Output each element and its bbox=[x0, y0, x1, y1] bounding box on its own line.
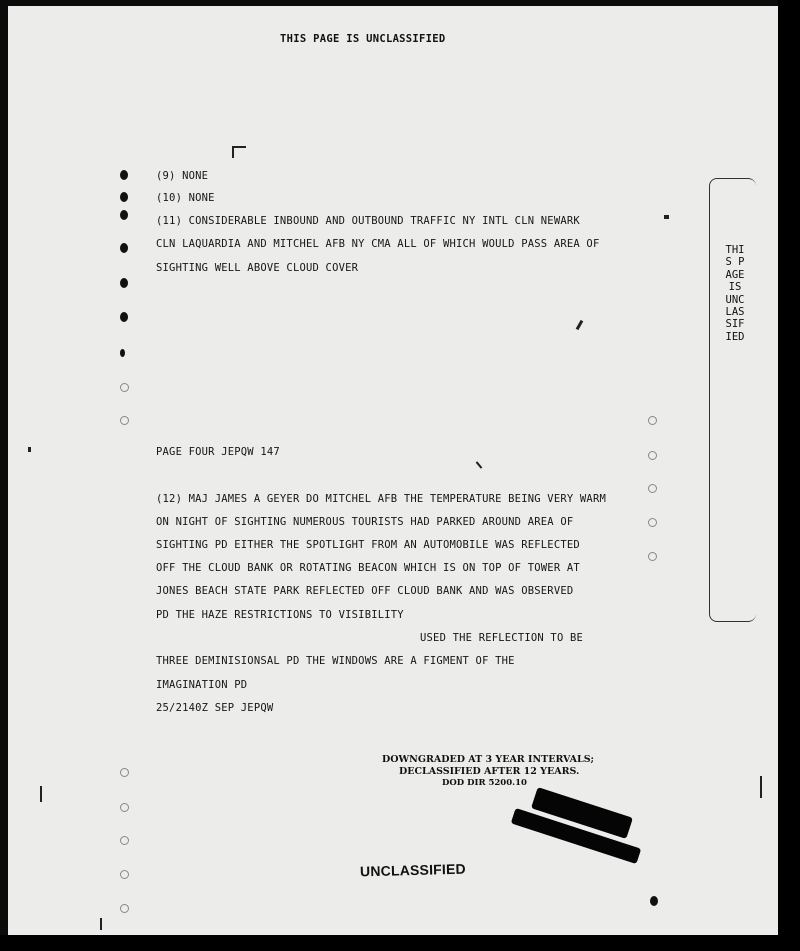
body-line-11a: (11) CONSIDERABLE INBOUND AND OUTBOUND TRAFFIC NY INTL CLN NEWARK bbox=[156, 215, 580, 227]
body-line-12h: THREE DEMINISIONSAL PD THE WINDOWS ARE A FIGMENT OF THE bbox=[156, 655, 515, 667]
punch-hole-icon bbox=[120, 278, 128, 288]
body-line-12c: SIGHTING PD EITHER THE SPOTLIGHT FROM AN AUTOMOBILE WAS REFLECTED bbox=[156, 539, 580, 551]
punch-hole-icon bbox=[120, 312, 128, 322]
document-page bbox=[8, 6, 778, 936]
ring-mark-icon bbox=[120, 803, 129, 812]
body-line-9: (9) NONE bbox=[156, 170, 209, 182]
ring-mark-icon bbox=[120, 416, 129, 425]
downgrade-line-1: DOWNGRADED AT 3 YEAR INTERVALS; bbox=[382, 754, 595, 765]
body-line-11b: CLN LAQUARDIA AND MITCHEL AFB NY CMA ALL OF WHICH WOULD PASS AREA OF bbox=[156, 238, 600, 250]
body-line-12d: OFF THE CLOUD BANK OR ROTATING BEACON WHICH IS ON TOP OF TOWER AT bbox=[156, 562, 580, 574]
ring-mark-icon bbox=[648, 451, 657, 460]
date-time-group: 25/2140Z SEP JEPQW bbox=[156, 702, 274, 714]
body-line-12a: (12) MAJ JAMES A GEYER DO MITCHEL AFB THE TEMPERATURE BEING VERY WARM bbox=[156, 493, 606, 505]
ring-mark-icon bbox=[648, 518, 657, 527]
scan-speck bbox=[760, 776, 762, 798]
downgrade-line-2: DECLASSIFIED AFTER 12 YEARS. bbox=[399, 766, 580, 777]
scan-speck bbox=[232, 146, 234, 158]
side-classification-stamp: THIS PAGE IS UNCLASSIFIED bbox=[725, 244, 751, 343]
body-line-12f: PD THE HAZE RESTRICTIONS TO VISIBILITY bbox=[156, 609, 404, 621]
punch-hole-icon bbox=[120, 192, 128, 202]
body-line-12b: ON NIGHT OF SIGHTING NUMEROUS TOURISTS HAD PARKED AROUND AREA OF bbox=[156, 516, 574, 528]
punch-hole-icon bbox=[120, 243, 128, 253]
body-line-12i: IMAGINATION PD bbox=[156, 679, 248, 691]
top-classification-banner: THIS PAGE IS UNCLASSIFIED bbox=[280, 33, 446, 45]
body-line-10: (10) NONE bbox=[156, 192, 215, 204]
ring-mark-icon bbox=[648, 552, 657, 561]
punch-hole-icon bbox=[120, 349, 125, 357]
scan-speck bbox=[576, 320, 584, 330]
page-header-line: PAGE FOUR JEPQW 147 bbox=[156, 446, 280, 458]
punch-hole-icon bbox=[120, 170, 128, 180]
ring-mark-icon bbox=[120, 383, 129, 392]
scan-border-bottom bbox=[0, 935, 800, 951]
scan-speck bbox=[28, 447, 31, 452]
ring-mark-icon bbox=[648, 484, 657, 493]
ring-mark-icon bbox=[648, 416, 657, 425]
ring-mark-icon bbox=[120, 904, 129, 913]
body-line-12g: USED THE REFLECTION TO BE bbox=[420, 632, 584, 644]
scan-speck bbox=[40, 786, 42, 802]
ring-mark-icon bbox=[120, 836, 129, 845]
bottom-classification-stamp: UNCLASSIFIED bbox=[359, 860, 467, 880]
downgrade-line-3: DOD DIR 5200.10 bbox=[442, 778, 527, 788]
scan-speck bbox=[100, 918, 102, 930]
body-line-12e: JONES BEACH STATE PARK REFLECTED OFF CLOUD BANK AND WAS OBSERVED bbox=[156, 585, 574, 597]
punch-hole-icon bbox=[650, 896, 658, 906]
scan-speck bbox=[664, 215, 669, 219]
body-line-11c: SIGHTING WELL ABOVE CLOUD COVER bbox=[156, 262, 359, 274]
scan-border-right bbox=[778, 0, 800, 951]
scan-speck bbox=[232, 146, 246, 148]
ring-mark-icon bbox=[120, 870, 129, 879]
ring-mark-icon bbox=[120, 768, 129, 777]
punch-hole-icon bbox=[120, 210, 128, 220]
scan-speck bbox=[476, 461, 483, 468]
